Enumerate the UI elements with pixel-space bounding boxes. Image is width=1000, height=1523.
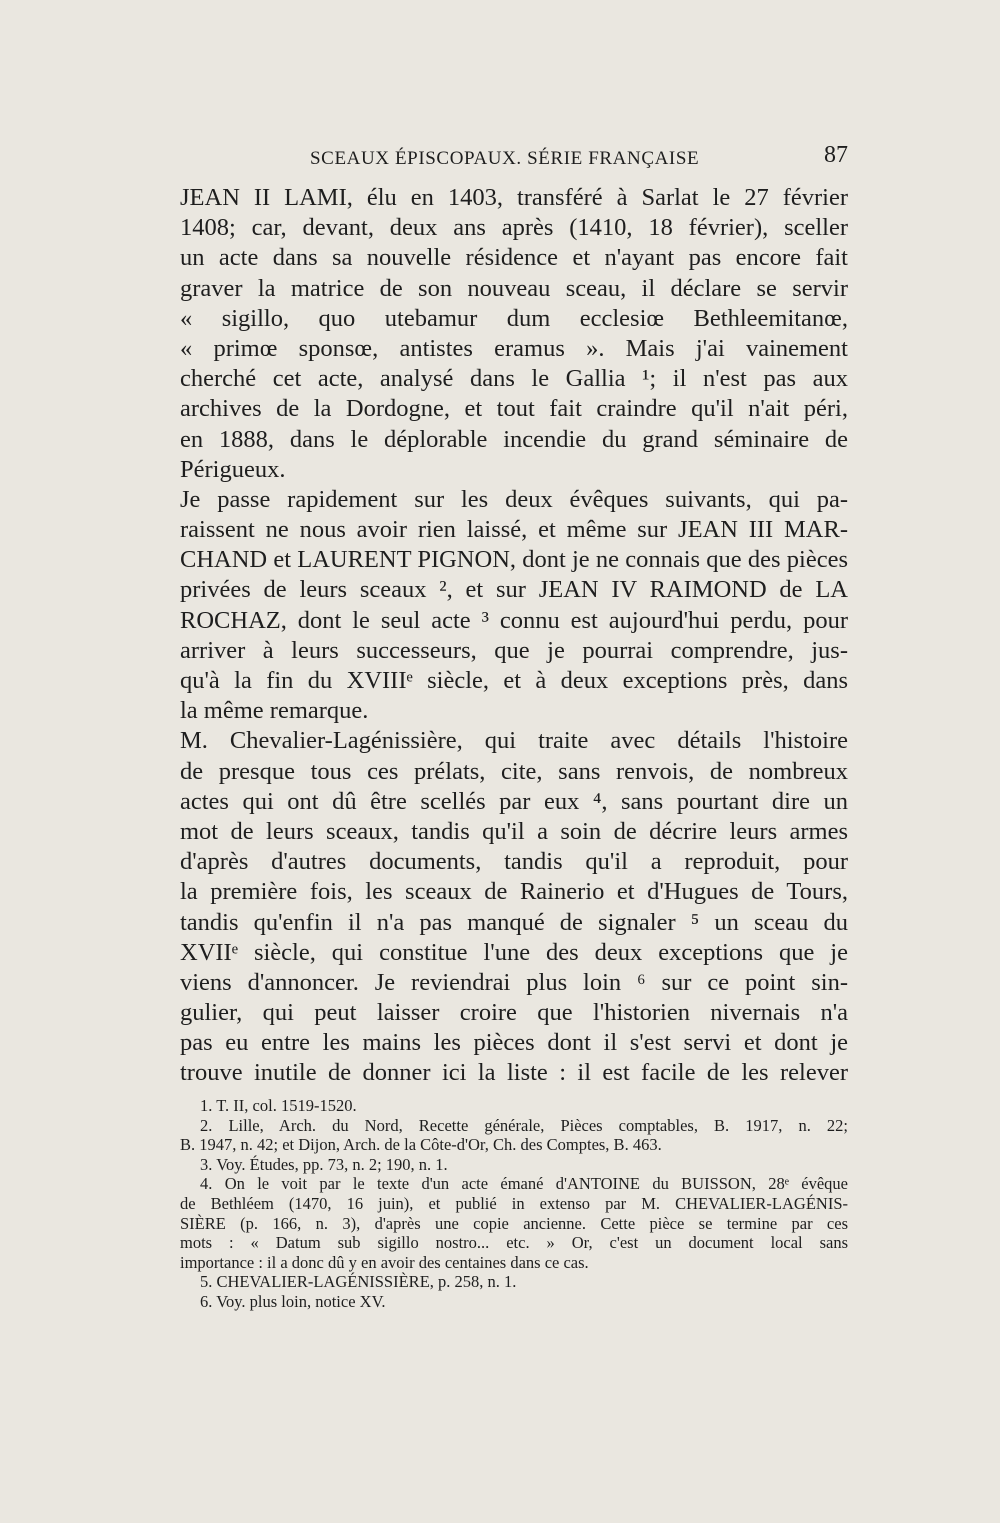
text-line: « sigillo, quo utebamur dum ecclesiœ Bethleemitanœ, — [180, 304, 848, 332]
text-line: gulier, qui peut laisser croire que l'historien nivernais n'a — [180, 999, 848, 1027]
text-line: d'après d'autres documents, tandis qu'il a reproduit, pour — [180, 848, 848, 876]
footnote-line: SIÈRE (p. 166, n. 3), d'après une copie ancienne. Cette pièce se termine par ces — [180, 1213, 848, 1233]
text-line: Je passe rapidement sur les deux évêques suivants, qui pa- — [180, 485, 848, 513]
text-line: ROCHAZ, dont le seul acte ³ connu est aujourd'hui perdu, pour — [180, 606, 848, 634]
text-line: 1408; car, devant, deux ans après (1410, 18 février), sceller — [180, 214, 848, 242]
footnotes — [180, 1096, 848, 1312]
footnote-line: 4. On le voit par le texte d'un acte émané d'ANTOINE du BUISSON, 28ᵉ évêque — [200, 1174, 848, 1194]
footnote-line: B. 1947, n. 42; et Dijon, Arch. de la Côte-d'Or, Ch. des Comptes, B. 463. — [180, 1135, 662, 1155]
text-line: un acte dans sa nouvelle résidence et n'ayant pas encore fait — [180, 244, 848, 272]
text-line: « primœ sponsœ, antistes eramus ». Mais j'ai vainement — [180, 334, 848, 362]
footnote-line: mots : « Datum sub sigillo nostro... etc. » Or, c'est un document local sans — [180, 1233, 848, 1253]
text-line: la même remarque. — [180, 697, 369, 725]
main-text — [180, 183, 848, 1089]
text-line: tandis qu'enfin il n'a pas manqué de signaler ⁵ un sceau du — [180, 908, 848, 936]
text-line: pas eu entre les mains les pièces dont il s'est servi et dont je — [180, 1029, 848, 1057]
text-line: JEAN II LAMI, élu en 1403, transféré à Sarlat le 27 février — [180, 184, 848, 211]
text-line: arriver à leurs successeurs, que je pourrai comprendre, jus- — [180, 636, 848, 664]
text-line: trouve inutile de donner ici la liste : il est facile de les relever — [180, 1059, 848, 1087]
footnote-line: 3. Voy. Études, pp. 73, n. 2; 190, n. 1. — [200, 1154, 448, 1174]
text-line: raissent ne nous avoir rien laissé, et même sur JEAN III MAR- — [180, 516, 848, 544]
running-head: SCEAUX ÉPISCOPAUX. SÉRIE FRANÇAISE — [310, 148, 700, 169]
page-number: 87 — [824, 142, 848, 168]
text-line: M. Chevalier-Lagénissière, qui traite avec détails l'histoire — [180, 727, 848, 755]
text-line: viens d'annoncer. Je reviendrai plus loin ⁶ sur ce point sin- — [180, 968, 848, 996]
footnote-line: 2. Lille, Arch. du Nord, Recette générale, Pièces comptables, B. 1917, n. 22; — [200, 1115, 848, 1135]
footnote-line: 6. Voy. plus loin, notice XV. — [200, 1291, 386, 1311]
text-line: la première fois, les sceaux de Rainerio et d'Hugues de Tours, — [180, 878, 848, 906]
text-line: qu'à la fin du XVIIIᵉ siècle, et à deux exceptions près, dans — [180, 667, 848, 694]
page-header — [180, 142, 848, 176]
text-line: en 1888, dans le déplorable incendie du grand séminaire de — [180, 425, 848, 453]
footnote-line: 5. CHEVALIER-LAGÉNISSIÈRE, p. 258, n. 1. — [200, 1272, 517, 1292]
text-line: de presque tous ces prélats, cite, sans renvois, de nombreux — [180, 757, 848, 785]
text-line: cherché cet acte, analysé dans le Gallia ¹; il n'est pas aux — [180, 365, 848, 393]
text-line: CHAND et LAURENT PIGNON, dont je ne connais que des pièces — [180, 546, 848, 574]
text-line: graver la matrice de son nouveau sceau, il déclare se servir — [180, 274, 848, 302]
text-line: mot de leurs sceaux, tandis qu'il a soin de décrire leurs armes — [180, 817, 848, 845]
text-line: XVIIᵉ siècle, qui constitue l'une des deux exceptions que je — [180, 938, 848, 966]
text-line: privées de leurs sceaux ², et sur JEAN IV RAIMOND de LA — [180, 576, 848, 604]
text-line: archives de la Dordogne, et tout fait craindre qu'il n'ait péri, — [180, 395, 848, 423]
footnote-line: importance : il a donc dû y en avoir des centaines dans ce cas. — [180, 1252, 589, 1272]
text-line: Périgueux. — [180, 455, 286, 483]
footnote-line: 1. T. II, col. 1519-1520. — [200, 1096, 357, 1115]
text-line: actes qui ont dû être scellés par eux ⁴, sans pourtant dire un — [180, 787, 848, 815]
footnote-line: de Bethléem (1470, 16 juin), et publié in extenso par M. CHEVALIER-LAGÉNIS- — [180, 1193, 848, 1213]
